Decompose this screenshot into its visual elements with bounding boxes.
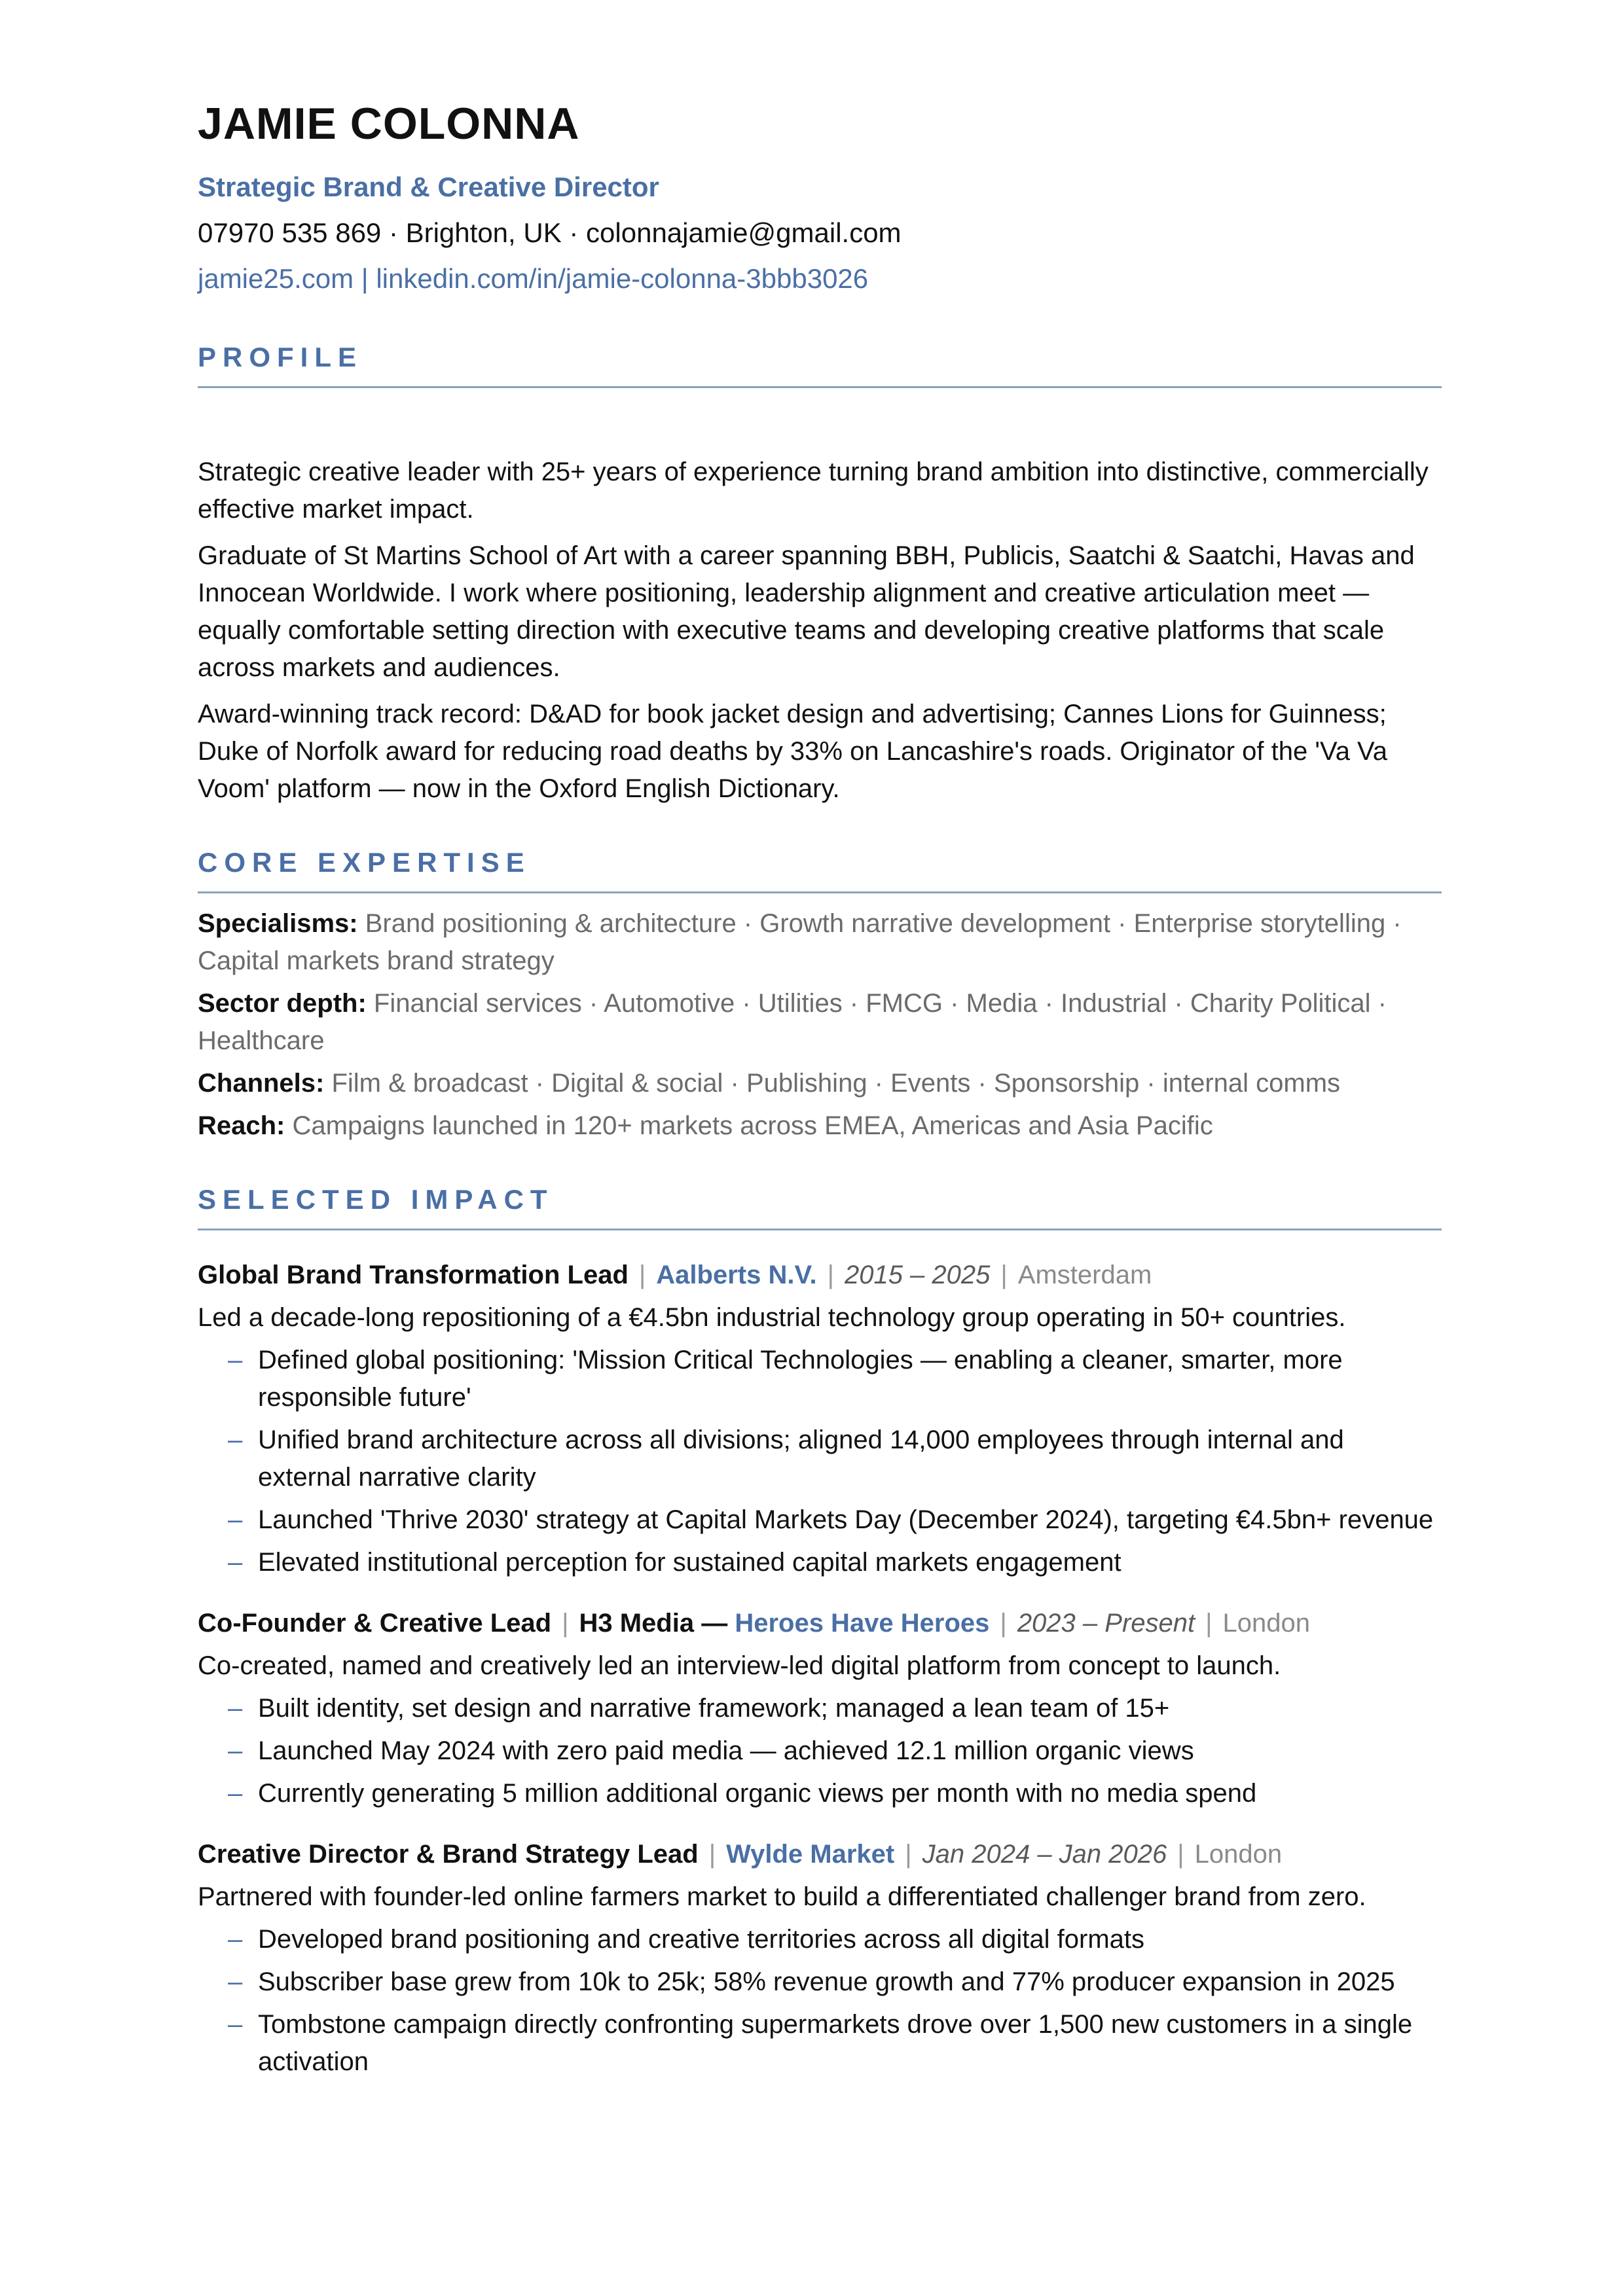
profile-paragraph: Strategic creative leader with 25+ years of experience turning brand ambition into distinctive, commercially effective market impact. [198, 457, 1429, 524]
role-title: Creative Director & Brand Strategy Lead [198, 1840, 699, 1869]
role-bullets [198, 1342, 1442, 1581]
expertise-label: Reach: [198, 1111, 285, 1141]
profile-body [198, 454, 1442, 808]
dash-bullet: – [228, 2010, 243, 2039]
dash-bullet: – [228, 1694, 243, 1723]
list-item [228, 1775, 1442, 1812]
role-location: London [1222, 1609, 1310, 1638]
role-entry [198, 1257, 1442, 1581]
profile-paragraph: Graduate of St Martins School of Art with a career spanning BBH, Publicis, Saatchi & Saatchi, Havas and Innocean Worldwide. I work where positioning, leadership alignment and creative articulation meet — equally comfortable setting direction with executive teams and developing creative platforms that scale across markets and audiences. [198, 541, 1415, 683]
separator: | [1177, 1840, 1184, 1869]
bullet-text: Built identity, set design and narrative framework; managed a lean team of 15+ [258, 1694, 1170, 1723]
bullet-text: Subscriber base grew from 10k to 25k; 58% revenue growth and 77% producer expansion in 2025 [258, 1967, 1395, 1997]
company-prefix: H3 Media — [579, 1609, 735, 1638]
role-bullets [198, 1921, 1442, 2081]
separator: | [638, 1261, 646, 1290]
list-item [228, 1690, 1442, 1727]
list-item [228, 1422, 1442, 1496]
expertise-label: Sector depth: [198, 989, 367, 1018]
expertise-text: Brand positioning & architecture · Growth narrative development · Enterprise storytelling · Capital markets brand strategy [198, 909, 1402, 976]
expertise-body [198, 905, 1442, 1145]
list-item [228, 2006, 1442, 2081]
impact-section [198, 1184, 1442, 2081]
list-item [228, 1544, 1442, 1581]
expertise-section [198, 847, 1442, 1145]
separator: | [827, 1261, 834, 1290]
expertise-label: Specialisms: [198, 909, 358, 939]
role-entry [198, 1605, 1442, 1812]
role-heading [198, 1836, 1442, 1873]
separator: | [1000, 1609, 1007, 1638]
bullet-text: Launched 'Thrive 2030' strategy at Capital Markets Day (December 2024), targeting €4.5bn+ revenue [258, 1505, 1434, 1535]
role-location: London [1194, 1840, 1283, 1869]
company-name: Heroes Have Heroes [735, 1609, 990, 1638]
bullet-text: Launched May 2024 with zero paid media — achieved 12.1 million organic views [258, 1736, 1194, 1766]
list-item [228, 1732, 1442, 1770]
bullet-text: Tombstone campaign directly confronting supermarkets drove over 1,500 new customers in a single activation [258, 2010, 1413, 2077]
links-line[interactable]: jamie25.com | linkedin.com/in/jamie-colonna-3bbb3026 [198, 263, 869, 295]
dash-bullet: – [228, 1925, 243, 1954]
dash-bullet: – [228, 1346, 243, 1375]
candidate-name: JAMIE COLONNA [198, 99, 580, 149]
contact-line: 07970 535 869 · Brighton, UK · colonnajamie@gmail.com [198, 217, 902, 249]
list-item [228, 1964, 1442, 2001]
section-heading-expertise: CORE EXPERTISE [198, 847, 1442, 893]
list-item [228, 1342, 1442, 1416]
expertise-label: Channels: [198, 1069, 325, 1098]
role-dates: Jan 2024 – Jan 2026 [922, 1840, 1167, 1869]
expertise-item [198, 985, 1442, 1060]
dash-bullet: – [228, 1967, 243, 1997]
profile-section [198, 342, 1442, 808]
role-summary: Co-created, named and creatively led an interview-led digital platform from concept to launch. [198, 1651, 1281, 1681]
bullet-text: Unified brand architecture across all divisions; aligned 14,000 employees through internal and external narrative clarity [258, 1426, 1344, 1492]
role-heading [198, 1605, 1442, 1642]
profile-paragraph: Award-winning track record: D&AD for book jacket design and advertising; Cannes Lions for Guinness; Duke of Norfolk award for reducing road deaths by 33% on Lancashire's roads. Originator of the 'Va Va Voom' platform — now in the Oxford English Dictionary. [198, 700, 1388, 804]
expertise-item [198, 905, 1442, 980]
resume-page [198, 98, 1442, 2087]
candidate-title: Strategic Brand & Creative Director [198, 171, 659, 203]
separator: | [1205, 1609, 1213, 1638]
section-heading-profile: PROFILE [198, 342, 1442, 388]
separator: | [905, 1840, 912, 1869]
expertise-text: Film & broadcast · Digital & social · Publishing · Events · Sponsorship · internal comms [324, 1069, 1341, 1098]
expertise-item [198, 1065, 1442, 1102]
dash-bullet: – [228, 1548, 243, 1577]
expertise-text: Campaigns launched in 120+ markets across EMEA, Americas and Asia Pacific [285, 1111, 1213, 1141]
role-title: Co-Founder & Creative Lead [198, 1609, 552, 1638]
dash-bullet: – [228, 1779, 243, 1808]
section-heading-impact: SELECTED IMPACT [198, 1184, 1442, 1230]
separator: | [562, 1609, 569, 1638]
list-item [228, 1921, 1442, 1958]
dash-bullet: – [228, 1426, 243, 1455]
dash-bullet: – [228, 1736, 243, 1766]
company-name: Wylde Market [726, 1840, 895, 1869]
role-summary: Led a decade-long repositioning of a €4.5bn industrial technology group operating in 50+ countries. [198, 1303, 1346, 1333]
role-dates: 2015 – 2025 [844, 1261, 991, 1290]
role-title: Global Brand Transformation Lead [198, 1261, 629, 1290]
role-location: Amsterdam [1017, 1261, 1152, 1290]
role-heading [198, 1257, 1442, 1294]
bullet-text: Defined global positioning: 'Mission Critical Technologies — enabling a cleaner, smarter, more responsible future' [258, 1346, 1343, 1412]
bullet-text: Elevated institutional perception for sustained capital markets engagement [258, 1548, 1122, 1577]
list-item [228, 1501, 1442, 1539]
role-dates: 2023 – Present [1017, 1609, 1195, 1638]
role-summary: Partnered with founder-led online farmers market to build a differentiated challenger brand from zero. [198, 1882, 1366, 1912]
role-bullets [198, 1690, 1442, 1812]
dash-bullet: – [228, 1505, 243, 1535]
expertise-text: Financial services · Automotive · Utilities · FMCG · Media · Industrial · Charity Political · Healthcare [198, 989, 1387, 1056]
company-name: Aalberts N.V. [656, 1261, 817, 1290]
separator: | [1000, 1261, 1008, 1290]
separator: | [708, 1840, 716, 1869]
bullet-text: Developed brand positioning and creative territories across all digital formats [258, 1925, 1145, 1954]
role-entry [198, 1836, 1442, 2081]
expertise-item [198, 1107, 1442, 1145]
bullet-text: Currently generating 5 million additional organic views per month with no media spend [258, 1779, 1257, 1808]
